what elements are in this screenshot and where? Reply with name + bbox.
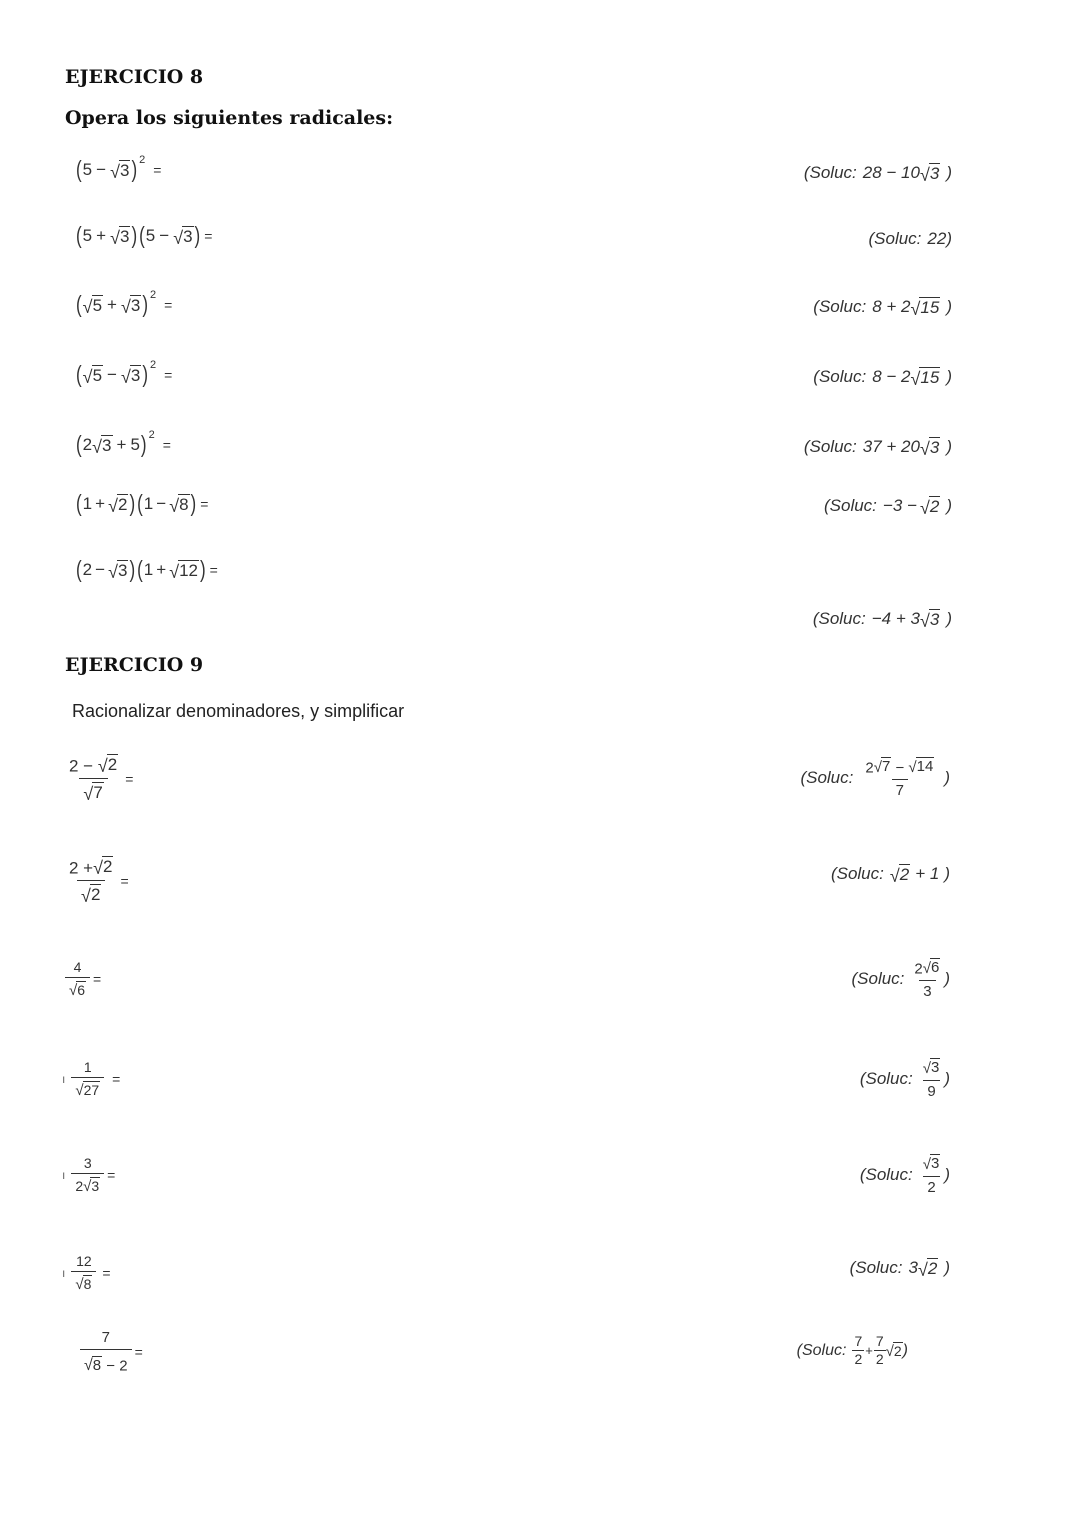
ex8-solution-4: (Soluc: 8 − 2 √ 15 ) <box>813 367 952 389</box>
ex9-expression-2: 2 + √ 2 √ 2 = <box>69 857 129 906</box>
exercise-8-instruction: Opera los siguientes radicales: <box>65 107 394 129</box>
ex8-expression-3: ( √ 5 + √ 3 ) 2 = <box>76 289 173 318</box>
ex8-solution-5: (Soluc: 37 + 20 √ 3 ) <box>803 437 952 459</box>
ex8-solution-6: (Soluc: −3 − √ 2 ) <box>824 496 952 518</box>
ex8-expression-1: ( 5 − √ 3 ) 2 = <box>76 154 162 183</box>
ex9-solution-7: (Soluc: $\frac{7}{2}$ + $\frac{7}{2}$ √ 2 ) <box>796 1333 908 1368</box>
ex8-expression-4: ( √ 5 − √ 3 ) 2 = <box>76 359 173 388</box>
ex8-solution-1: (Soluc: 28 − 10 √ 3 ) <box>803 163 952 185</box>
ex9-expression-1: 2 − √ 2 √ 7 = <box>69 755 134 804</box>
ex8-solution-2: (Soluc: 22) <box>868 229 952 248</box>
ex9-expression-5: ı 3 2 √ 3 = <box>62 1155 116 1196</box>
ex9-solution-6: (Soluc: 3 √ 2 ) <box>849 1258 950 1280</box>
ex9-solution-5: (Soluc: √ 3 2 ) <box>859 1155 950 1196</box>
exercise-9-instruction: Racionalizar denominadores, y simplificar <box>72 701 405 721</box>
ex9-expression-3: 4 √ 6 = <box>65 960 101 999</box>
ex9-solution-1: (Soluc: 2 √ 7 − √ 14 7 ) <box>800 758 950 799</box>
exercise-8-title: EJERCICIO 8 <box>65 66 204 88</box>
ex9-solution-4: (Soluc: √ 3 9 ) <box>859 1059 950 1100</box>
ex8-solution-3: (Soluc: 8 + 2 √ 15 ) <box>813 297 952 319</box>
ex9-expression-7: 7 √ 8 − 2 = <box>80 1330 143 1374</box>
ex9-solution-3: (Soluc: 2 √ 6 3 ) <box>851 959 950 1000</box>
ex8-solution-7: (Soluc: −4 + 3 √ 3 ) <box>812 609 952 631</box>
ex9-expression-6: ı 12 √ 8 = <box>62 1253 111 1294</box>
ex9-solution-2: (Soluc: √ 2 + 1 ) <box>830 864 950 886</box>
ex8-expression-2: ( 5 + √ 3 ) ( 5 − √ 3 ) = <box>76 222 213 249</box>
ex8-expression-6: ( 1 + √ 2 ) ( 1 − √ 8 ) = <box>76 490 209 517</box>
ex8-expression-7: ( 2 − √ 3 ) ( 1 + √ 12 ) = <box>76 556 218 583</box>
ex8-expression-5: ( 2 √ 3 + 5 ) 2 = <box>76 429 171 458</box>
ex9-expression-4: ı 1 √ 27 = <box>62 1059 121 1100</box>
exercise-9-title: EJERCICIO 9 <box>65 654 204 676</box>
